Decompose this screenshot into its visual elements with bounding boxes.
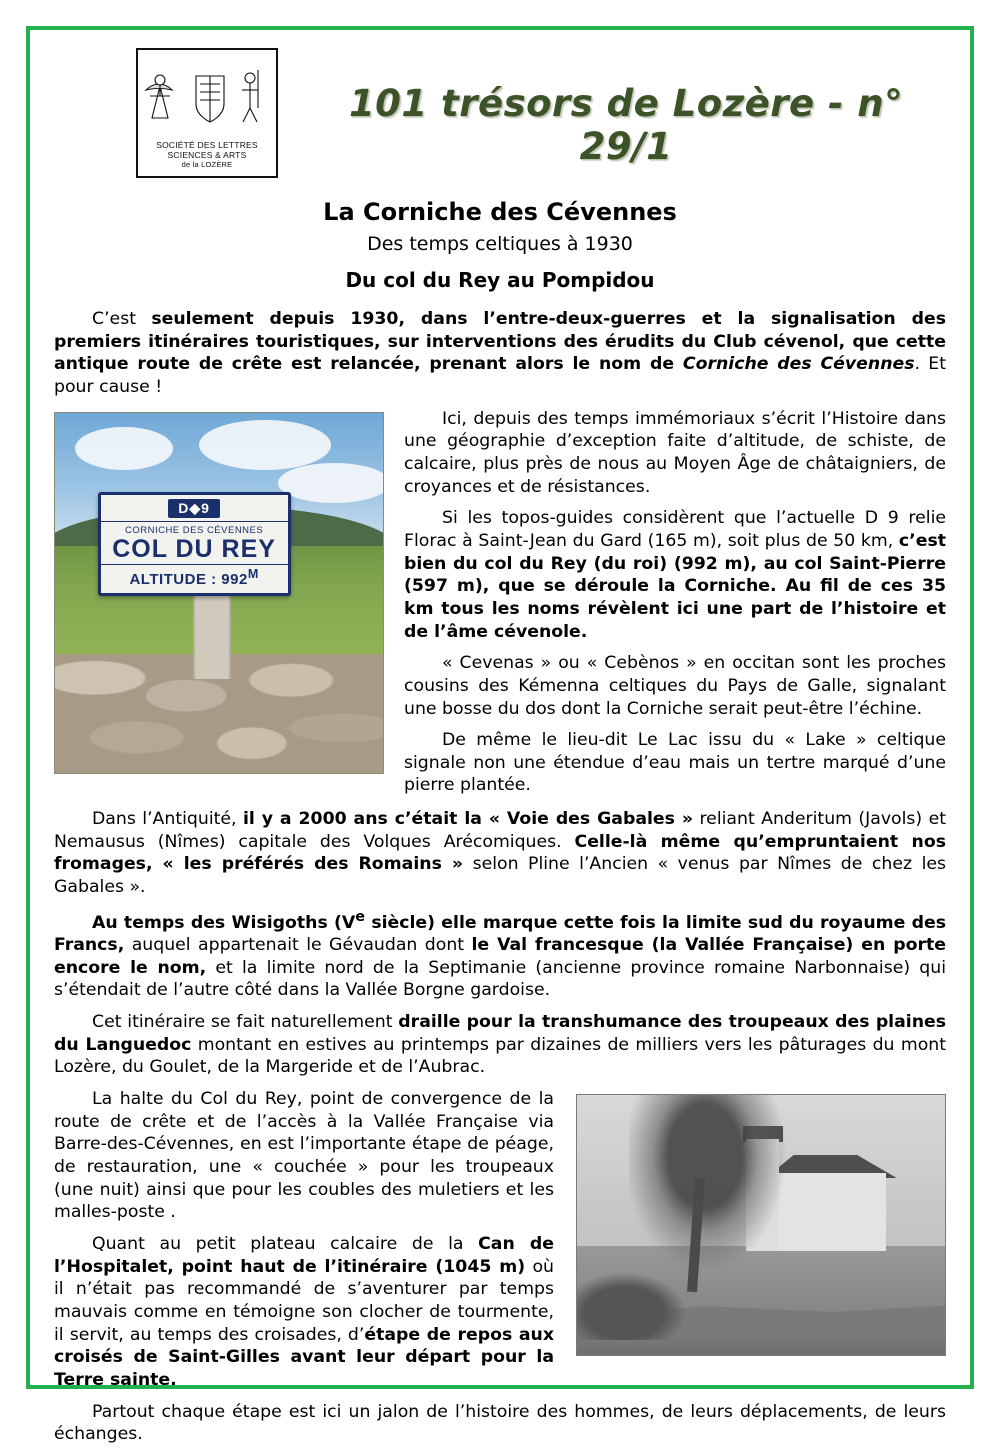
cloud-shape [75,427,173,470]
paragraph-6 [54,808,946,899]
paragraph-1 [54,308,946,399]
p10-part-d: étape de repos aux croisés de Saint-Gilles avant leur départ pour la Terre sainte. [54,1324,555,1390]
p7-part-b: siècle) elle marque cette fois la limite sud du royaume des Francs, [54,912,947,956]
road-sign-line-2: COL DU REY [112,534,276,563]
paragraph-4: « Cevenas » ou « Cebènos » en occitan sont les proches cousins des Kémenna celtiques du Pays de Galle, signalant une bosse du dos dont la Corniche serait peut-être l’échine. [404,653,946,719]
paragraph-11: Partout chaque étape est ici un jalon de l’histoire des hommes, de leurs déplacements, de leurs échanges. [54,1401,946,1445]
p6-part-d: Celle-là même qu’empruntaient nos fromages, « les préférés des Romains » [54,831,947,875]
cloud-shape [278,463,384,503]
document-header [54,40,946,178]
p7-part-d: le Val francesque (la Vallée Française) en porte encore le nom, [54,935,946,978]
document-content [54,40,946,1455]
p10-part-b: Can de l’Hospitalet, point haut de l’itinéraire (1045 m) [54,1234,554,1277]
page-subtitle: Des temps celtiques à 1930 [367,233,633,255]
p7-part-a: Au temps des Wisigoths (V [92,912,356,933]
p6-part-a: Dans l’Antiquité, [92,809,243,830]
p6-part-e: selon Pline l’Ancien « venus par Nîmes de chez les Gabales ». [54,854,947,898]
p1-part-a: C’est [92,309,152,329]
photo-text-block [54,408,946,807]
paragraph-7 [54,908,946,1002]
p3-part-b: c’est bien du col du Rey (du roi) (992 m), au col Saint-Pierre (597 m), que se déroule la Corniche. Au fil de ces 35 km tous les noms révèlent ici une part de l’histoire et de l’âme cévenole. [404,530,946,642]
cloud-shape [199,420,330,470]
page-subtitle-secondary: Du col du Rey au Pompidou [345,268,655,292]
paragraph-9: La halte du Col du Rey, point de convergence de la route de crête et de l’accès à la Vallée Française via Barre-des-Cévennes, en est l’importante étape de péage, de restauration, une « couchée » pour les troupeaux (une nuit) ainsi que pour les coubles des muletiers et les malles-poste . [54,1089,554,1223]
paragraph-5: De même le lieu-dit Le Lac issu du « Lake » celtique signale non une étendue d’eau mais un tertre marqué d’une pierre plantée. [404,730,946,796]
paragraph-8 [54,1011,946,1079]
tree-foliage-shape [629,1094,798,1287]
p7-superscript: e [355,908,366,925]
p10-part-c: où il n’était pas recommandé de s’aventurer par temps mauvais comme en témoigne son clocher de tourmente, il servit, au temps des croisades, d’ [54,1256,554,1345]
logo-line-2: SCIENCES & ARTS [167,150,247,160]
photo-col-du-rey [54,412,384,774]
banner-title: 101 trésors de Lozère - n° 29/1 [348,82,904,168]
society-logo [136,48,278,178]
p6-part-c: reliant Anderitum (Javols) et Nemausus (Nîmes) capitale des Volques Arécomiques. [54,809,946,852]
society-logo-caption [138,140,276,170]
p1-part-d: . Et pour cause ! [54,354,946,397]
road-sign-altitude-unit: M [247,567,259,582]
heraldic-emblem-icon [138,56,278,136]
logo-line-1: SOCIÉTÉ DES LETTRES [156,140,258,150]
p3-part-a: Si les topos-guides considèrent que l’actuelle D 9 relie Florac à Saint-Jean du Gard (165 m), soit plus de 50 km, [404,508,946,551]
tail-block [54,1088,946,1455]
main-paragraph-block [54,808,946,1079]
p1-part-c: Corniche des Cévennes [682,354,915,375]
road-number-badge: D◆9 [168,499,220,518]
photo-hospitalet-chapel [576,1094,946,1356]
road-sign [98,492,291,596]
page-title: La Corniche des Cévennes [323,198,677,226]
p8-part-b: draille pour la transhumance des troupeaux des plaines du Languedoc [54,1012,947,1055]
paragraph-2: Ici, depuis des temps immémoriaux s’écrit l’Histoire dans une géographie d’exception faite d’altitude, de schiste, de calcaire, plus près de nous au Moyen Âge de châtaigniers, de croyances et de résistances. [404,408,946,497]
road-sign-line-1: CORNICHE DES CÉVENNES [101,521,288,536]
banner [296,48,946,168]
p1-part-b: seulement depuis 1930, dans l’entre-deux-guerres et la signalisation des premiers itinéraires touristiques, sur interventions des érudits du Club cévenol, que cette antique route de crête est relancée, prenant alors le nom de [54,309,946,375]
p7-part-c: auquel appartenait le Gévaudan dont [124,935,472,956]
p7-part-e: et la limite nord de la Septimanie (ancienne province romaine Narbonnaise) qui s’étendait de l’autre côté dans la Vallée Borgne gardoise. [54,957,946,1001]
photo-background [577,1095,945,1355]
intro-paragraph-block [54,308,946,399]
p8-part-a: Cet itinéraire se fait naturellement [92,1012,399,1033]
p8-part-c: montant en estives au printemps par dizaines de milliers vers les pâturages du mont Lozère, du Goulet, de la Margeride et de l’Aubrac. [54,1034,947,1078]
bush-shape [576,1272,687,1340]
logo-line-3: de la LOZÈRE [181,160,233,169]
road-sign-line-3 [101,564,288,588]
p6-part-b: il y a 2000 ans c’était la « Voie des Gabales » [242,809,694,830]
p10-part-a: Quant au petit plateau calcaire de la [92,1234,479,1255]
road-sign-altitude: ALTITUDE : 992 [129,571,248,589]
